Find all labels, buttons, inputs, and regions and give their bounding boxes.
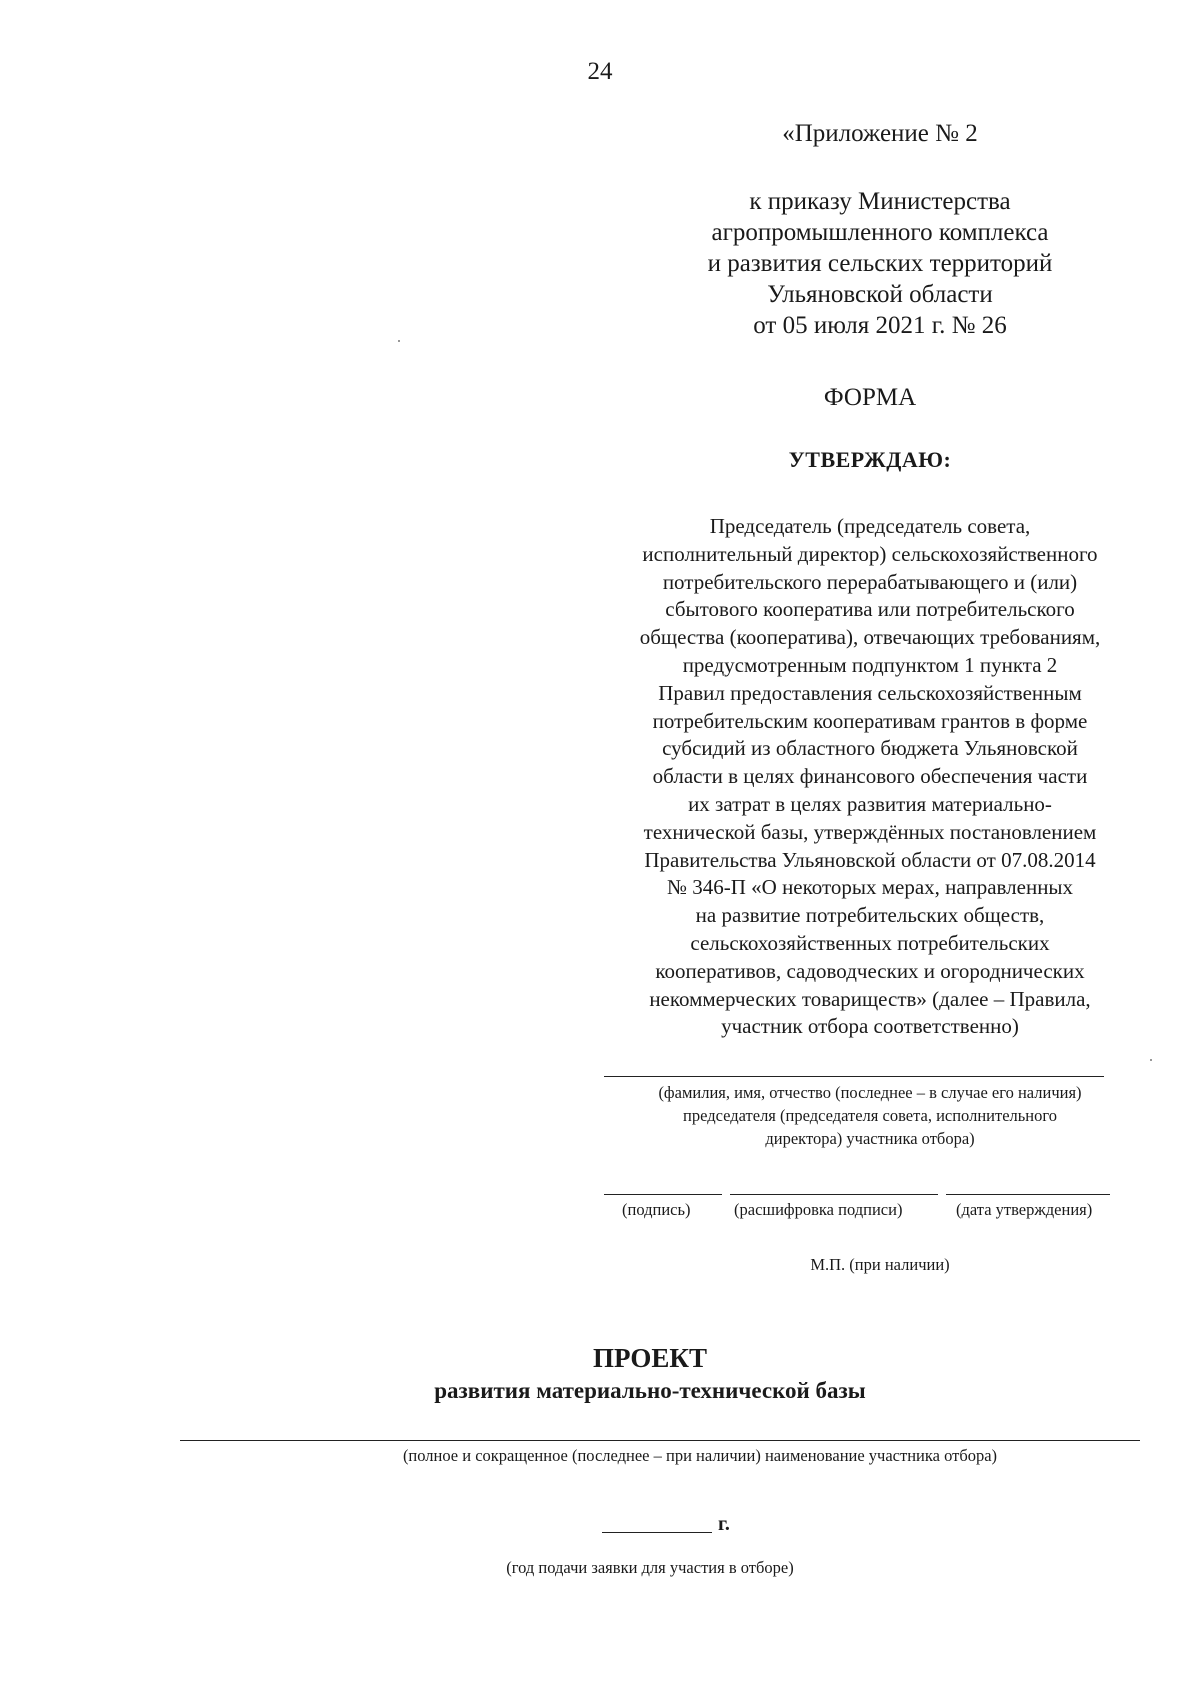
order-reference [610,186,1150,341]
fio-caption-line: директора) участника отбора) [765,1129,975,1148]
scan-speck [1150,1059,1152,1061]
project-subtitle: развития материально-технической базы [434,1378,866,1403]
fio-caption [590,1081,1150,1150]
approver-line: потребительского перерабатывающего и (или) [662,569,1078,594]
project-title: ПРОЕКТ [593,1343,707,1373]
approver-line: субсидий из областного бюджета Ульяновской [662,736,1078,761]
approver-line: общества (кооператива), отвечающих требованиям, [639,625,1101,650]
signature-decoding-caption: (расшифровка подписи) [734,1200,903,1219]
approver-description [590,513,1150,1041]
stamp-placeholder: М.П. (при наличии) [810,1255,950,1274]
approver-line: участник отбора соответственно) [721,1014,1019,1039]
approval-date-caption: (дата утверждения) [956,1200,1093,1219]
signature-decoding-blank-line [730,1194,938,1195]
approver-line: кооперативов, садоводческих и огороднических [655,958,1085,983]
order-line: Ульяновской области [767,281,993,308]
approval-date-blank-line [946,1194,1110,1195]
order-line: от 05 июля 2021 г. № 26 [753,312,1007,339]
year-blank-line [602,1532,712,1533]
approver-line: сельскохозяйственных потребительских [690,930,1050,955]
approver-line: № 346-П «О некоторых мерах, направленных [666,875,1074,900]
order-line: и развития сельских территорий [707,250,1053,277]
approver-line: области в целях финансового обеспечения части [652,764,1088,789]
approver-line: сбытового кооператива или потребительского [665,597,1075,622]
year-suffix: г. [718,1513,730,1535]
approver-line: технической базы, утверждённых постановлением [643,819,1097,844]
participant-name-blank-line [180,1440,1140,1441]
approver-line: их затрат в целях развития материально- [688,791,1052,816]
approver-line: Правительства Ульяновской области от 07.08.2014 [644,847,1096,872]
approval-heading: УТВЕРЖДАЮ: [788,447,952,472]
participant-name-caption: (полное и сокращенное (последнее – при наличии) наименование участника отбора) [402,1446,998,1465]
page-number: 24 [587,58,613,85]
approver-line: Председатель (председатель совета, [709,514,1031,538]
signature-caption: (подпись) [622,1200,691,1219]
form-label: ФОРМА [823,384,917,411]
scan-speck [398,340,400,342]
order-line: агропромышленного комплекса [711,219,1049,246]
approver-line: на развитие потребительских обществ, [695,903,1045,928]
fio-caption-line: (фамилия, имя, отчество (последнее – в случае его наличия) [658,1083,1082,1102]
order-line: к приказу Министерства [749,188,1011,215]
approver-line: Правил предоставления сельскохозяйственным [658,680,1082,705]
signature-blank-line [604,1194,722,1195]
approver-line: предусмотренным подпунктом 1 пункта 2 [682,652,1058,677]
year-caption: (год подачи заявки для участия в отборе) [506,1558,794,1577]
approver-line: потребительским кооперативам грантов в форме [652,708,1088,733]
fio-blank-line [604,1076,1104,1077]
fio-caption-line: председателя (председателя совета, исполнительного [683,1106,1057,1125]
approver-line: некоммерческих товариществ» (далее – Правила, [649,986,1091,1011]
approver-line: исполнительный директор) сельскохозяйственного [642,541,1098,566]
appendix-title: «Приложение № 2 [782,120,978,147]
